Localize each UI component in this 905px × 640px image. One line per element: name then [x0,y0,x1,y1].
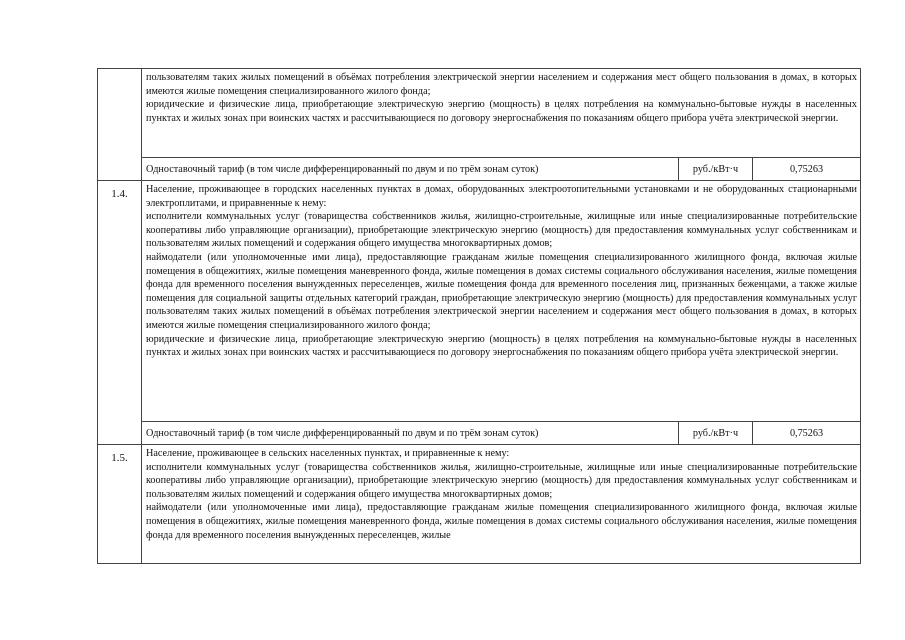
tariff-row [98,422,861,445]
tariff-row [98,158,861,181]
paragraph: пользователям таких жилых помещений в объёмах потребления электрической энергии населением и содержания мест общего пользования в домах, в которых имеются жилые помещения специализированного жилого фонда; [146,72,857,97]
section-row [98,445,861,564]
tariff-name: Одноставочный тариф (в том числе дифференцированный по двум и по трём зонам суток) [142,158,679,181]
section-number [98,69,142,181]
tariff-unit: руб./кВт·ч [679,158,753,181]
paragraph: юридические и физические лица, приобретающие электрическую энергию (мощность) в целях потребления на коммунально-бытовые нужды в населенных пунктах и жилых зонах при воинских частях и рассчитывающиеся по договору энергоснабжения по показаниям общего прибора учёта электрической энергии. [146,99,857,124]
section-text [142,69,861,158]
paragraph: Население, проживающее в сельских населенных пунктах, и приравненные к нему: [146,448,510,459]
tariff-value: 0,75263 [753,158,861,181]
paragraph: исполнители коммунальных услуг (товарищества собственников жилья, жилищно-строительные, жилищные или иные специализированные потребительские кооперативы либо управляющие организации), приобретающие электрическую энергию (мощность) для предоставления коммунальных услуг собственникам и пользователям жилых помещений и содержания общего имущества многоквартирных домов; [146,461,857,500]
tariff-table [97,68,861,564]
tariff-value: 0,75263 [753,422,861,445]
section-text [142,445,861,564]
section-row [98,181,861,422]
paragraph: юридические и физические лица, приобретающие электрическую энергию (мощность) в целях потребления на коммунально-бытовые нужды в населенных пунктах и жилых зонах при воинских частях и рассчитывающиеся по договору энергоснабжения по показаниям общего прибора учёта электрической энергии. [146,333,857,359]
paragraph: исполнители коммунальных услуг (товарищества собственников жилья, жилищно-строительные, жилищные или иные специализированные потребительские кооперативы либо управляющие организации), приобретающие электрическую энергию (мощность) для предоставления коммунальных услуг собственникам и пользователям жилых помещений и содержания общего имущества многоквартирных домов; [146,211,857,250]
section-row [98,69,861,158]
section-number: 1.4. [98,181,142,445]
tariff-unit: руб./кВт·ч [679,422,753,445]
paragraph: Население, проживающее в городских населенных пунктах в домах, оборудованных электроотопительными установками и не оборудованных стационарными электроплитами, и приравненные к нему: [146,184,857,209]
section-number: 1.5. [98,445,142,564]
tariff-name: Одноставочный тариф (в том числе дифференцированный по двум и по трём зонам суток) [142,422,679,445]
paragraph: наймодатели (или уполномоченные ими лица), предоставляющие гражданам жилые помещения специализированного жилищного фонда, включая жилые помещения в общежитиях, жилые помещения маневренного фонда, жилые помещения в домах системы социального обслуживания населения, жилые помещения фонда для временного поселения вынужденных переселенцев, жилые [146,502,857,541]
section-text [142,181,861,422]
paragraph: наймодатели (или уполномоченные ими лица), предоставляющие гражданам жилые помещения специализированного жилищного фонда, включая жилые помещения в общежитиях, жилые помещения маневренного фонда, жилые помещения в домах системы социального обслуживания населения, жилые помещения фонда для временного поселения вынужденных переселенцев, жилые помещения фонда для временного поселения лиц, признанных беженцами, а также жилые помещения для социальной защиты отдельных категорий граждан, приобретающие электрическую энергию (мощность) для предоставления коммунальных услуг пользователям таких жилых помещений в объёмах потребления электрической энергии населением и содержания мест общего пользования в домах, в которых имеются жилые помещения специализированного жилого фонда; [146,251,857,331]
